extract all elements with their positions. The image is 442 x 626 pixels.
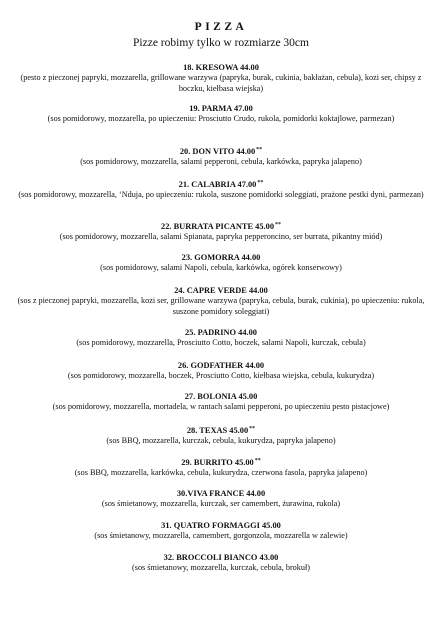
menu-item bbox=[0, 252, 442, 274]
menu-item-name: 21. CALABRIA bbox=[178, 180, 236, 189]
menu-item bbox=[0, 327, 442, 349]
menu-item-name: 26. GODFATHER bbox=[177, 361, 244, 370]
menu-item-spicy-marker: ** bbox=[257, 180, 264, 186]
menu-item-description: (sos pomidorowy, mozzarella, mortadela, w rantach salami pepperoni, po upieczeniu pesto pistacjowe) bbox=[52, 402, 390, 411]
menu-item-name: 27. BOLONIA bbox=[184, 392, 237, 401]
menu-item-spicy-marker: ** bbox=[275, 222, 281, 228]
menu-item-price: 44.00 bbox=[240, 63, 259, 72]
menu-item-price: 47.00 bbox=[233, 104, 253, 113]
menu-item-price: 45.00 bbox=[255, 222, 274, 231]
menu-item-price: 45.00 bbox=[234, 458, 254, 467]
menu-item bbox=[0, 552, 442, 574]
menu-item-heading bbox=[0, 220, 442, 232]
menu-item-price: 44.00 bbox=[248, 286, 268, 295]
menu-item-heading bbox=[0, 520, 442, 531]
menu-item bbox=[0, 424, 442, 447]
menu-item-description: (sos pomidorowy, mozzarella, salami Spianata, papryka pepperoncino, ser burrata, pikantny miód) bbox=[59, 232, 383, 241]
menu-item-price: 44.00 bbox=[245, 361, 265, 370]
menu-item-name: 31. QUATRO FORMAGGI bbox=[161, 521, 260, 530]
menu-item-price: 45.00 bbox=[238, 392, 258, 401]
menu-item-name: 25. PADRINO bbox=[185, 328, 237, 337]
menu-item-name: 18. KRESOWA bbox=[183, 63, 238, 72]
menu-item-name: 23. GOMORRA bbox=[181, 253, 240, 262]
menu-item-description: (sos BBQ, mozzarella, kurczak, cebula, kukurydza, papryka jalapeno) bbox=[106, 436, 336, 445]
menu-item-name: 32. BROCCOLI BIANCO bbox=[163, 553, 258, 562]
menu-item bbox=[0, 285, 442, 317]
menu-item-spicy-marker: ** bbox=[254, 458, 261, 464]
menu-item-price: 44.00 bbox=[236, 147, 256, 156]
menu-item-heading bbox=[0, 456, 442, 468]
menu-item-description: (sos śmietanowy, mozzarella, camembert, gorgonzola, mozzarella w zalewie) bbox=[94, 531, 348, 540]
menu-item bbox=[0, 488, 442, 510]
menu-item-price: 45.00 bbox=[229, 426, 249, 435]
menu-item bbox=[0, 178, 442, 201]
menu-item-heading bbox=[0, 252, 442, 263]
menu-item-heading bbox=[0, 285, 442, 296]
menu-item-price: 44.00 bbox=[246, 489, 266, 498]
menu-item-description: (sos pomidorowy, mozzarella, ‘Nduja, po upieczeniu: rukola, suszone pomidorki soleggiati, prażone pestki dyni, parmezan) bbox=[18, 190, 424, 199]
menu-item-price: 44.00 bbox=[241, 253, 261, 262]
menu-item-description: (sos pomidorowy, mozzarella, salami pepperoni, cebula, karkówka, papryka jalapeno) bbox=[80, 157, 362, 166]
menu-item-description: (sos pomidorowy, mozzarella, po upieczeniu: Prosciutto Crudo, rukola, pomidorki koktajlowe, parmezan) bbox=[47, 114, 395, 123]
menu-item-description: (sos z pieczonej papryki, mozzarella, kozi ser, grillowane warzywa (papryka, cebula, burak, cukinia), po upieczeniu: rukola, suszone pomidory soleggiati) bbox=[17, 296, 425, 316]
menu-item-name: 20. DON VITO bbox=[179, 147, 235, 156]
menu-item-price: 45.00 bbox=[261, 521, 281, 530]
menu-item-name: 28. TEXAS bbox=[186, 426, 228, 435]
menu-item-heading bbox=[0, 391, 442, 402]
menu-item bbox=[0, 391, 442, 413]
menu-item-heading bbox=[0, 552, 442, 563]
menu-item-price: 44.00 bbox=[238, 328, 257, 337]
menu-item bbox=[0, 220, 442, 243]
menu-item-heading bbox=[0, 145, 442, 157]
menu-item-name: 24. CAPRE VERDE bbox=[174, 286, 247, 295]
menu-item-spicy-marker: ** bbox=[256, 147, 263, 153]
menu-item-description: (sos pomidorowy, mozzarella, Prosciutto Cotto, boczek, salami Napoli, kurczak, cebula) bbox=[76, 338, 366, 347]
menu-item bbox=[0, 520, 442, 542]
menu-item-name: 30.VIVA FRANCE bbox=[176, 489, 245, 498]
menu-item-heading bbox=[0, 62, 442, 73]
menu-subtitle: Pizze robimy tylko w rozmiarze 30cm bbox=[133, 37, 309, 49]
menu-item-description: (sos śmietanowy, mozzarella, kurczak, ser camembert, żurawina, rukola) bbox=[101, 499, 341, 508]
menu-item-price: 43.00 bbox=[259, 553, 279, 562]
menu-title: PIZZA bbox=[194, 21, 248, 33]
menu-item-heading bbox=[0, 178, 442, 190]
menu-item-description: (sos śmietanowy, mozzarella, kurczak, cebula, brokuł) bbox=[132, 563, 310, 572]
menu-item-description: (pesto z pieczonej papryki, mozzarella, grillowane warzywa (papryka, burak, cukinia, bakłażan, cebula), kozi ser, chipsy z boczku, kiełbasa wiejska) bbox=[20, 73, 422, 93]
menu-item bbox=[0, 62, 442, 94]
menu-item-description: (sos BBQ, mozzarella, karkówka, cebula, kukurydza, czerwona fasola, papryka jalapeno) bbox=[74, 468, 368, 477]
menu-item-heading bbox=[0, 424, 442, 436]
menu-item bbox=[0, 103, 442, 125]
menu-item-description: (sos pomidorowy, salami Napoli, cebula, karkówka, ogórek konserwowy) bbox=[100, 263, 342, 272]
menu-item-heading bbox=[0, 327, 442, 338]
menu-item-heading bbox=[0, 360, 442, 371]
menu-item bbox=[0, 360, 442, 382]
menu-item-spicy-marker: ** bbox=[249, 426, 256, 432]
menu-item bbox=[0, 456, 442, 479]
menu-item-name: 19. PARMA bbox=[189, 104, 232, 113]
menu-item-description: (sos pomidorowy, mozzarella, boczek, Prosciutto Cotto, kiełbasa wiejska, cebula, kukurydza) bbox=[67, 371, 375, 380]
menu-item-heading bbox=[0, 488, 442, 499]
menu-item-heading bbox=[0, 103, 442, 114]
menu-item bbox=[0, 145, 442, 168]
menu-item-price: 47.00 bbox=[237, 180, 257, 189]
menu-item-name: 22. BURRATA PICANTE bbox=[161, 222, 254, 231]
menu-item-name: 29. BURRITO bbox=[181, 458, 233, 467]
